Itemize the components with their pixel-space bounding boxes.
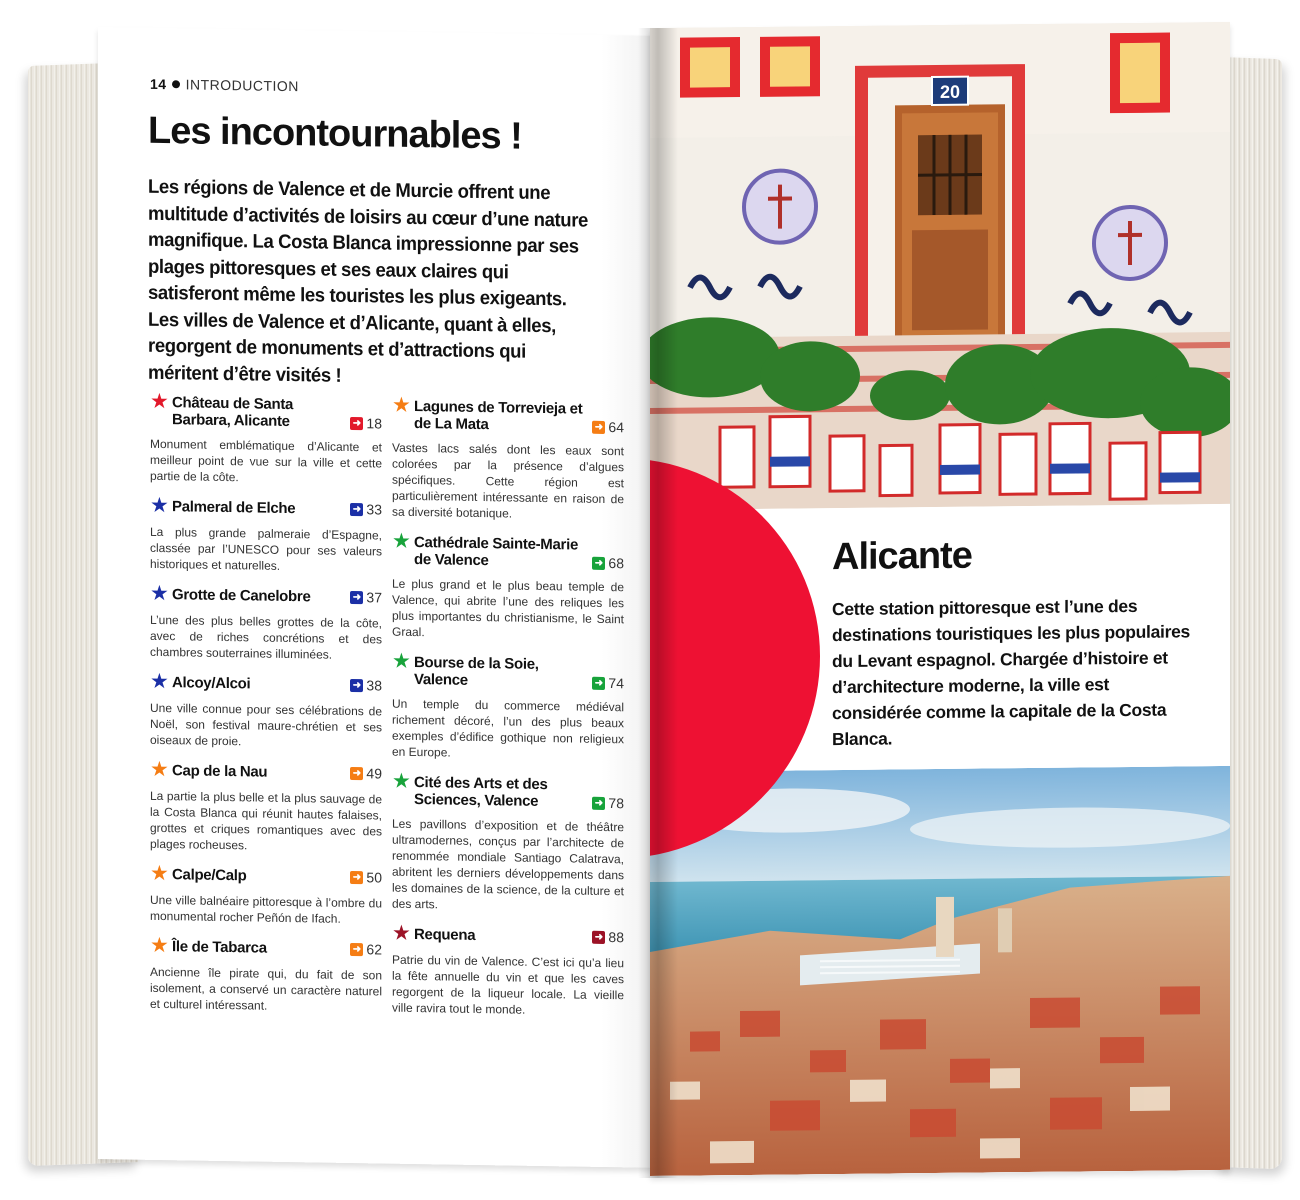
page-ref-number: 62 [366, 941, 382, 958]
page-ref-number: 88 [608, 929, 624, 946]
arrow-right-icon: ➜ [350, 416, 363, 429]
entry-head [392, 921, 624, 948]
page-ref-number: 50 [366, 869, 382, 886]
entry-head [392, 529, 624, 572]
star-icon: ★ [150, 757, 169, 782]
highlights-column-1 [150, 389, 382, 1030]
entry-description: Une ville balnéaire pittoresque à l’ombre du monumental rocher Peñón de Ifach. [150, 892, 382, 926]
highlight-entry [392, 529, 624, 644]
highlight-entry [150, 581, 382, 664]
star-icon: ★ [150, 389, 169, 414]
entry-description: La partie la plus belle et la plus sauvage de la Costa Blanca qui réunit hautes falaises, grottes et criques romantiques avec des plages rocheuses. [150, 788, 382, 853]
entry-head [150, 861, 382, 888]
page-reference[interactable] [350, 415, 382, 431]
right-page [650, 22, 1230, 1176]
arrow-right-icon: ➜ [350, 678, 363, 691]
entry-head [150, 669, 382, 696]
page-ref-number: 18 [366, 415, 382, 432]
entry-description: Ancienne île pirate qui, du fait de son isolement, a conservé un caractère naturel et culturel intéressant. [150, 964, 382, 1013]
arrow-right-icon: ➜ [350, 942, 363, 955]
entry-head [392, 769, 624, 812]
page-ref-number: 33 [366, 501, 382, 518]
highlight-entry [150, 389, 382, 488]
entry-head [392, 649, 624, 692]
entry-description: Le plus grand et le plus beau temple de Valence, qui abrite l’une des reliques les plus importantes du christianisme, le Saint Graal. [392, 576, 624, 640]
page-reference[interactable] [350, 501, 382, 517]
bullet-icon [172, 80, 180, 88]
page-ref-number: 78 [608, 795, 624, 812]
entry-description: L’une des plus belles grottes de la côte, avec de riches concrétions et des chambres souterraines illuminées. [150, 612, 382, 662]
star-icon: ★ [150, 581, 169, 606]
intro-paragraph: Les régions de Valence et de Murcie offrent une multitude d’activités de loisirs au cœur d’une nature magnifique. La Costa Blanca impressionne par ses plages pittoresques et ses eaux claires qui satisferont même les touristes les plus exigeants. Les villes de Valence et d’Alicante, quant à elles, regorgent de monuments et d’attractions qui méritent d’être visités ! [148, 175, 588, 387]
page-ref-number: 49 [366, 765, 382, 782]
star-icon: ★ [392, 921, 411, 945]
page-reference[interactable] [592, 929, 624, 945]
highlights-column-2 [392, 393, 624, 1034]
arrow-right-icon: ➜ [350, 870, 363, 883]
page-title: Les incontournables ! [148, 109, 522, 158]
entry-description: Les pavillons d’exposition et de théâtre ultramodernes, conçus par l’architecte de renommée mondiale Santiago Calatrava, abritent les derniers développements dans les domaines de la science, de la culture et des arts. [392, 816, 624, 912]
star-icon: ★ [392, 393, 411, 417]
page-ref-number: 64 [608, 419, 624, 436]
highlight-entry [392, 649, 624, 764]
page-reference[interactable] [350, 869, 382, 885]
star-icon: ★ [150, 493, 169, 518]
arrow-right-icon: ➜ [350, 502, 363, 515]
highlight-entry [150, 757, 382, 856]
house-number: 20 [939, 81, 961, 102]
page-reference[interactable] [350, 589, 382, 605]
highlight-entry [392, 769, 624, 916]
arrow-right-icon: ➜ [592, 676, 605, 689]
entry-name: Alcoy/Alcoi [172, 674, 251, 693]
arrow-right-icon: ➜ [350, 590, 363, 603]
page-ref-number: 74 [608, 675, 624, 692]
highlight-entry [392, 921, 624, 1020]
page-reference[interactable] [592, 419, 624, 435]
photo-alicante-aerial [650, 766, 1230, 1176]
entry-name: Calpe/Calp [172, 866, 247, 885]
entry-description: Patrie du vin de Valence. C’est ici qu’a lieu la fête annuelle du vin et que les caves regorgent de la liqueur locale. La vieille ville ravira tout le monde. [392, 952, 624, 1017]
entry-name: Cap de la Nau [172, 762, 268, 781]
entry-head [392, 393, 624, 436]
page-reference[interactable] [592, 675, 624, 691]
entry-head [150, 757, 382, 784]
highlight-entry [150, 933, 382, 1016]
entry-head [150, 581, 382, 608]
page-ref-number: 38 [366, 677, 382, 694]
entry-name: Cité des Arts et des Sciences, Valence [414, 773, 548, 810]
entry-description: Vastes lacs salés dont les eaux sont colorées par la présence d’algues spécifiques. Cette région est particulièrement intéressante en raison de sa diversité botanique. [392, 440, 624, 521]
star-icon: ★ [150, 933, 169, 958]
running-header [150, 76, 299, 94]
star-icon: ★ [150, 861, 169, 886]
star-icon: ★ [392, 529, 411, 553]
entry-name: Cathédrale Sainte-Marie de Valence [414, 533, 578, 570]
page-reference[interactable] [592, 555, 624, 571]
arrow-right-icon: ➜ [350, 766, 363, 779]
page-reference[interactable] [592, 795, 624, 811]
page-ref-number: 68 [608, 555, 624, 572]
left-page [98, 27, 670, 1168]
entry-description: La plus grande palmeraie d’Espagne, classée par l’UNESCO pour ses valeurs historiques et naturelles. [150, 524, 382, 573]
caption-text: Cette station pittoresque est l’une des destinations touristiques les plus populaires du Levant espagnol. Chargée d’histoire et d’architecture moderne, la ville est considérée comme la capitale de la Costa Blanca. [832, 595, 1190, 750]
highlight-entry [150, 861, 382, 928]
entry-description: Une ville connue pour ses célébrations de Noël, son festival maure-chrétien et ses oiseaux de proie. [150, 700, 382, 749]
entry-name: Palmeral de Elche [172, 498, 296, 518]
arrow-right-icon: ➜ [592, 796, 605, 809]
highlight-entry [392, 393, 624, 524]
open-guidebook [20, 28, 1282, 1188]
entry-description: Un temple du commerce médiéval richement décoré, l’un des plus beaux exemples d’édifice gothique non religieux en Europe. [392, 696, 624, 760]
page-reference[interactable] [350, 677, 382, 693]
entry-head [150, 493, 382, 520]
page-reference[interactable] [350, 941, 382, 957]
star-icon: ★ [392, 769, 411, 793]
photo-decorated-doorway [650, 22, 1230, 510]
entry-head [150, 389, 382, 432]
entry-head [150, 933, 382, 960]
section-name: INTRODUCTION [185, 76, 299, 95]
caption-title: Alicante [832, 534, 972, 579]
arrow-right-icon: ➜ [592, 930, 605, 943]
entry-description: Monument emblématique d’Alicante et meilleur point de vue sur la ville et cette partie de la côte. [150, 436, 382, 485]
entry-name: Lagunes de Torrevieja et de La Mata [414, 397, 583, 434]
entry-name: Château de Santa Barbara, Alicante [172, 394, 294, 431]
highlight-entry [150, 669, 382, 752]
entry-name: Grotte de Canelobre [172, 586, 311, 606]
arrow-right-icon: ➜ [592, 420, 605, 433]
star-icon: ★ [392, 649, 411, 673]
star-icon: ★ [150, 669, 169, 694]
page-ref-number: 37 [366, 589, 382, 606]
page-reference[interactable] [350, 765, 382, 781]
page-number: 14 [150, 75, 167, 93]
entry-name: Requena [414, 925, 476, 944]
highlight-entry [150, 493, 382, 576]
entry-name: Île de Tabarca [172, 938, 267, 957]
entry-name: Bourse de la Soie, Valence [414, 653, 539, 689]
arrow-right-icon: ➜ [592, 556, 605, 569]
